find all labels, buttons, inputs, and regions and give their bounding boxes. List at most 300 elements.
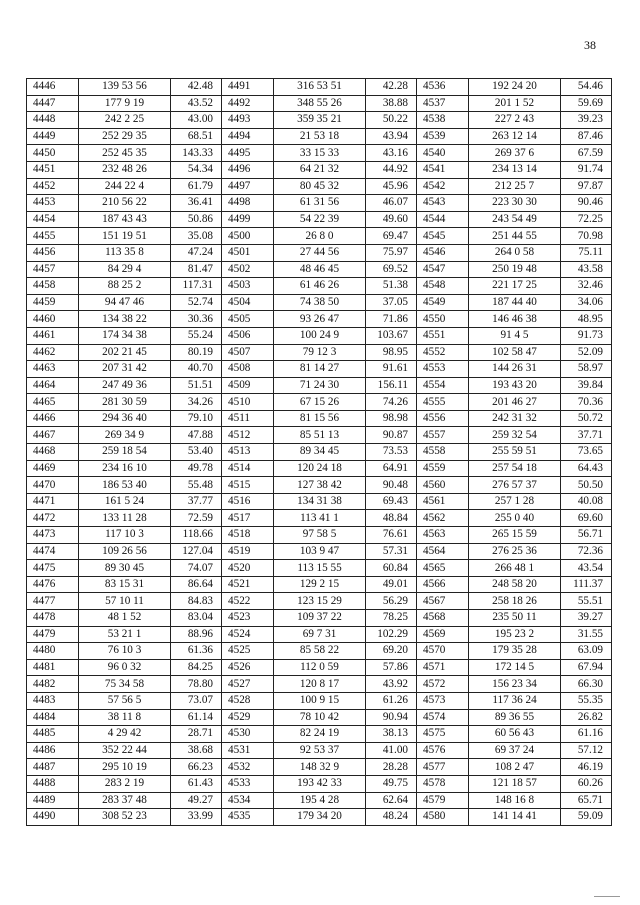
point-id-cell: 4533 bbox=[222, 775, 274, 792]
point-id-cell: 4570 bbox=[417, 643, 469, 660]
direction-angle-cell: 88 25 2 bbox=[79, 278, 171, 295]
direction-angle-cell: 91 4 5 bbox=[469, 327, 561, 344]
direction-angle-cell: 269 37 6 bbox=[469, 145, 561, 162]
direction-angle-cell: 57 10 11 bbox=[79, 593, 171, 610]
direction-angle-cell: 82 24 19 bbox=[274, 726, 366, 743]
point-id-cell: 4453 bbox=[27, 195, 79, 212]
distance-cell: 54.46 bbox=[561, 79, 612, 96]
distance-cell: 97.87 bbox=[561, 178, 612, 195]
distance-cell: 48.24 bbox=[366, 809, 417, 826]
point-id-cell: 4564 bbox=[417, 543, 469, 560]
point-id-cell: 4492 bbox=[222, 95, 274, 112]
distance-cell: 87.46 bbox=[561, 128, 612, 145]
point-id-cell: 4504 bbox=[222, 294, 274, 311]
distance-cell: 39.27 bbox=[561, 610, 612, 627]
table-row bbox=[27, 344, 612, 361]
table-row bbox=[27, 195, 612, 212]
point-id-cell: 4474 bbox=[27, 543, 79, 560]
distance-cell: 34.26 bbox=[171, 394, 222, 411]
distance-cell: 55.51 bbox=[561, 593, 612, 610]
direction-angle-cell: 264 0 58 bbox=[469, 244, 561, 261]
point-id-cell: 4522 bbox=[222, 593, 274, 610]
point-id-cell: 4519 bbox=[222, 543, 274, 560]
distance-cell: 67.59 bbox=[561, 145, 612, 162]
point-id-cell: 4576 bbox=[417, 742, 469, 759]
point-id-cell: 4542 bbox=[417, 178, 469, 195]
direction-angle-cell: 257 54 18 bbox=[469, 460, 561, 477]
direction-angle-cell: 96 0 32 bbox=[79, 659, 171, 676]
table-row bbox=[27, 278, 612, 295]
direction-angle-cell: 117 10 3 bbox=[79, 527, 171, 544]
table-row bbox=[27, 477, 612, 494]
distance-cell: 69.60 bbox=[561, 510, 612, 527]
distance-cell: 60.26 bbox=[561, 775, 612, 792]
distance-cell: 69.20 bbox=[366, 643, 417, 660]
direction-angle-cell: 112 0 59 bbox=[274, 659, 366, 676]
table-row bbox=[27, 294, 612, 311]
point-id-cell: 4530 bbox=[222, 726, 274, 743]
point-id-cell: 4520 bbox=[222, 560, 274, 577]
distance-cell: 65.71 bbox=[561, 792, 612, 809]
distance-cell: 52.09 bbox=[561, 344, 612, 361]
point-id-cell: 4540 bbox=[417, 145, 469, 162]
point-id-cell: 4468 bbox=[27, 444, 79, 461]
direction-angle-cell: 129 2 15 bbox=[274, 576, 366, 593]
point-id-cell: 4515 bbox=[222, 477, 274, 494]
distance-cell: 78.25 bbox=[366, 610, 417, 627]
coordinate-table bbox=[26, 78, 612, 826]
direction-angle-cell: 103 9 47 bbox=[274, 543, 366, 560]
distance-cell: 56.29 bbox=[366, 593, 417, 610]
distance-cell: 70.98 bbox=[561, 228, 612, 245]
distance-cell: 53.40 bbox=[171, 444, 222, 461]
distance-cell: 90.87 bbox=[366, 427, 417, 444]
distance-cell: 64.91 bbox=[366, 460, 417, 477]
table-row bbox=[27, 493, 612, 510]
direction-angle-cell: 255 0 40 bbox=[469, 510, 561, 527]
table-row bbox=[27, 560, 612, 577]
point-id-cell: 4578 bbox=[417, 775, 469, 792]
distance-cell: 55.48 bbox=[171, 477, 222, 494]
point-id-cell: 4509 bbox=[222, 377, 274, 394]
distance-cell: 44.92 bbox=[366, 161, 417, 178]
distance-cell: 28.71 bbox=[171, 726, 222, 743]
direction-angle-cell: 33 15 33 bbox=[274, 145, 366, 162]
distance-cell: 26.82 bbox=[561, 709, 612, 726]
direction-angle-cell: 81 14 27 bbox=[274, 361, 366, 378]
point-id-cell: 4487 bbox=[27, 759, 79, 776]
distance-cell: 73.07 bbox=[171, 692, 222, 709]
distance-cell: 59.09 bbox=[561, 809, 612, 826]
distance-cell: 84.25 bbox=[171, 659, 222, 676]
direction-angle-cell: 234 13 14 bbox=[469, 161, 561, 178]
distance-cell: 48.84 bbox=[366, 510, 417, 527]
direction-angle-cell: 89 34 45 bbox=[274, 444, 366, 461]
direction-angle-cell: 109 26 56 bbox=[79, 543, 171, 560]
direction-angle-cell: 61 31 56 bbox=[274, 195, 366, 212]
direction-angle-cell: 89 30 45 bbox=[79, 560, 171, 577]
point-id-cell: 4475 bbox=[27, 560, 79, 577]
direction-angle-cell: 109 37 22 bbox=[274, 610, 366, 627]
direction-angle-cell: 102 58 47 bbox=[469, 344, 561, 361]
direction-angle-cell: 316 53 51 bbox=[274, 79, 366, 96]
direction-angle-cell: 179 34 20 bbox=[274, 809, 366, 826]
point-id-cell: 4496 bbox=[222, 161, 274, 178]
distance-cell: 38.68 bbox=[171, 742, 222, 759]
direction-angle-cell: 201 1 52 bbox=[469, 95, 561, 112]
direction-angle-cell: 120 8 17 bbox=[274, 676, 366, 693]
point-id-cell: 4550 bbox=[417, 311, 469, 328]
table-row bbox=[27, 527, 612, 544]
distance-cell: 47.88 bbox=[171, 427, 222, 444]
point-id-cell: 4580 bbox=[417, 809, 469, 826]
direction-angle-cell: 259 32 54 bbox=[469, 427, 561, 444]
direction-angle-cell: 21 53 18 bbox=[274, 128, 366, 145]
distance-cell: 57.31 bbox=[366, 543, 417, 560]
direction-angle-cell: 100 9 15 bbox=[274, 692, 366, 709]
point-id-cell: 4489 bbox=[27, 792, 79, 809]
direction-angle-cell: 195 4 28 bbox=[274, 792, 366, 809]
direction-angle-cell: 69 37 24 bbox=[469, 742, 561, 759]
distance-cell: 30.36 bbox=[171, 311, 222, 328]
point-id-cell: 4563 bbox=[417, 527, 469, 544]
direction-angle-cell: 123 15 29 bbox=[274, 593, 366, 610]
direction-angle-cell: 283 2 19 bbox=[79, 775, 171, 792]
distance-cell: 76.61 bbox=[366, 527, 417, 544]
point-id-cell: 4518 bbox=[222, 527, 274, 544]
direction-angle-cell: 227 2 43 bbox=[469, 112, 561, 129]
direction-angle-cell: 250 19 48 bbox=[469, 261, 561, 278]
distance-cell: 75.11 bbox=[561, 244, 612, 261]
point-id-cell: 4521 bbox=[222, 576, 274, 593]
point-id-cell: 4549 bbox=[417, 294, 469, 311]
distance-cell: 57.12 bbox=[561, 742, 612, 759]
table-row bbox=[27, 510, 612, 527]
direction-angle-cell: 276 57 37 bbox=[469, 477, 561, 494]
distance-cell: 156.11 bbox=[366, 377, 417, 394]
point-id-cell: 4545 bbox=[417, 228, 469, 245]
point-id-cell: 4486 bbox=[27, 742, 79, 759]
distance-cell: 48.95 bbox=[561, 311, 612, 328]
point-id-cell: 4571 bbox=[417, 659, 469, 676]
point-id-cell: 4471 bbox=[27, 493, 79, 510]
direction-angle-cell: 134 38 22 bbox=[79, 311, 171, 328]
point-id-cell: 4528 bbox=[222, 692, 274, 709]
table-row bbox=[27, 576, 612, 593]
distance-cell: 91.74 bbox=[561, 161, 612, 178]
table-row bbox=[27, 377, 612, 394]
point-id-cell: 4567 bbox=[417, 593, 469, 610]
point-id-cell: 4459 bbox=[27, 294, 79, 311]
direction-angle-cell: 53 21 1 bbox=[79, 626, 171, 643]
table-row bbox=[27, 410, 612, 427]
point-id-cell: 4482 bbox=[27, 676, 79, 693]
distance-cell: 43.16 bbox=[366, 145, 417, 162]
distance-cell: 91.61 bbox=[366, 361, 417, 378]
distance-cell: 58.97 bbox=[561, 361, 612, 378]
distance-cell: 86.64 bbox=[171, 576, 222, 593]
direction-angle-cell: 97 58 5 bbox=[274, 527, 366, 544]
distance-cell: 72.25 bbox=[561, 211, 612, 228]
point-id-cell: 4508 bbox=[222, 361, 274, 378]
table-row bbox=[27, 311, 612, 328]
distance-cell: 98.95 bbox=[366, 344, 417, 361]
distance-cell: 52.74 bbox=[171, 294, 222, 311]
distance-cell: 50.50 bbox=[561, 477, 612, 494]
direction-angle-cell: 207 31 42 bbox=[79, 361, 171, 378]
direction-angle-cell: 148 32 9 bbox=[274, 759, 366, 776]
distance-cell: 143.33 bbox=[171, 145, 222, 162]
direction-angle-cell: 113 41 1 bbox=[274, 510, 366, 527]
point-id-cell: 4535 bbox=[222, 809, 274, 826]
distance-cell: 43.94 bbox=[366, 128, 417, 145]
direction-angle-cell: 161 5 24 bbox=[79, 493, 171, 510]
point-id-cell: 4472 bbox=[27, 510, 79, 527]
point-id-cell: 4568 bbox=[417, 610, 469, 627]
point-id-cell: 4575 bbox=[417, 726, 469, 743]
direction-angle-cell: 84 29 4 bbox=[79, 261, 171, 278]
direction-angle-cell: 221 17 25 bbox=[469, 278, 561, 295]
distance-cell: 102.29 bbox=[366, 626, 417, 643]
point-id-cell: 4532 bbox=[222, 759, 274, 776]
direction-angle-cell: 257 1 28 bbox=[469, 493, 561, 510]
direction-angle-cell: 93 26 47 bbox=[274, 311, 366, 328]
direction-angle-cell: 234 16 10 bbox=[79, 460, 171, 477]
distance-cell: 42.28 bbox=[366, 79, 417, 96]
point-id-cell: 4464 bbox=[27, 377, 79, 394]
distance-cell: 84.83 bbox=[171, 593, 222, 610]
direction-angle-cell: 120 24 18 bbox=[274, 460, 366, 477]
point-id-cell: 4456 bbox=[27, 244, 79, 261]
table-row bbox=[27, 643, 612, 660]
point-id-cell: 4479 bbox=[27, 626, 79, 643]
distance-cell: 64.43 bbox=[561, 460, 612, 477]
point-id-cell: 4523 bbox=[222, 610, 274, 627]
direction-angle-cell: 283 37 48 bbox=[79, 792, 171, 809]
distance-cell: 67.94 bbox=[561, 659, 612, 676]
footer-rule bbox=[594, 896, 620, 897]
distance-cell: 43.54 bbox=[561, 560, 612, 577]
direction-angle-cell: 359 35 21 bbox=[274, 112, 366, 129]
direction-angle-cell: 92 53 37 bbox=[274, 742, 366, 759]
distance-cell: 54.34 bbox=[171, 161, 222, 178]
distance-cell: 127.04 bbox=[171, 543, 222, 560]
distance-cell: 72.59 bbox=[171, 510, 222, 527]
table-row bbox=[27, 742, 612, 759]
point-id-cell: 4488 bbox=[27, 775, 79, 792]
point-id-cell: 4531 bbox=[222, 742, 274, 759]
point-id-cell: 4481 bbox=[27, 659, 79, 676]
direction-angle-cell: 144 26 31 bbox=[469, 361, 561, 378]
direction-angle-cell: 247 49 36 bbox=[79, 377, 171, 394]
direction-angle-cell: 141 14 41 bbox=[469, 809, 561, 826]
table-row bbox=[27, 327, 612, 344]
direction-angle-cell: 232 48 26 bbox=[79, 161, 171, 178]
point-id-cell: 4484 bbox=[27, 709, 79, 726]
direction-angle-cell: 139 53 56 bbox=[79, 79, 171, 96]
point-id-cell: 4491 bbox=[222, 79, 274, 96]
point-id-cell: 4547 bbox=[417, 261, 469, 278]
distance-cell: 75.97 bbox=[366, 244, 417, 261]
distance-cell: 39.84 bbox=[561, 377, 612, 394]
direction-angle-cell: 156 23 34 bbox=[469, 676, 561, 693]
distance-cell: 49.01 bbox=[366, 576, 417, 593]
direction-angle-cell: 352 22 44 bbox=[79, 742, 171, 759]
point-id-cell: 4495 bbox=[222, 145, 274, 162]
table-row bbox=[27, 726, 612, 743]
point-id-cell: 4463 bbox=[27, 361, 79, 378]
point-id-cell: 4502 bbox=[222, 261, 274, 278]
direction-angle-cell: 94 47 46 bbox=[79, 294, 171, 311]
point-id-cell: 4541 bbox=[417, 161, 469, 178]
distance-cell: 62.64 bbox=[366, 792, 417, 809]
distance-cell: 37.71 bbox=[561, 427, 612, 444]
point-id-cell: 4512 bbox=[222, 427, 274, 444]
point-id-cell: 4477 bbox=[27, 593, 79, 610]
direction-angle-cell: 74 38 50 bbox=[274, 294, 366, 311]
distance-cell: 43.92 bbox=[366, 676, 417, 693]
table-row bbox=[27, 145, 612, 162]
distance-cell: 37.05 bbox=[366, 294, 417, 311]
direction-angle-cell: 210 56 22 bbox=[79, 195, 171, 212]
point-id-cell: 4467 bbox=[27, 427, 79, 444]
direction-angle-cell: 212 25 7 bbox=[469, 178, 561, 195]
point-id-cell: 4451 bbox=[27, 161, 79, 178]
point-id-cell: 4529 bbox=[222, 709, 274, 726]
direction-angle-cell: 89 36 55 bbox=[469, 709, 561, 726]
point-id-cell: 4525 bbox=[222, 643, 274, 660]
distance-cell: 40.08 bbox=[561, 493, 612, 510]
direction-angle-cell: 61 46 26 bbox=[274, 278, 366, 295]
distance-cell: 118.66 bbox=[171, 527, 222, 544]
distance-cell: 43.58 bbox=[561, 261, 612, 278]
distance-cell: 50.22 bbox=[366, 112, 417, 129]
point-id-cell: 4483 bbox=[27, 692, 79, 709]
distance-cell: 61.26 bbox=[366, 692, 417, 709]
table-row bbox=[27, 228, 612, 245]
direction-angle-cell: 192 24 20 bbox=[469, 79, 561, 96]
direction-angle-cell: 202 21 45 bbox=[79, 344, 171, 361]
distance-cell: 57.86 bbox=[366, 659, 417, 676]
point-id-cell: 4558 bbox=[417, 444, 469, 461]
distance-cell: 41.00 bbox=[366, 742, 417, 759]
distance-cell: 61.14 bbox=[171, 709, 222, 726]
distance-cell: 72.36 bbox=[561, 543, 612, 560]
distance-cell: 39.23 bbox=[561, 112, 612, 129]
distance-cell: 50.86 bbox=[171, 211, 222, 228]
point-id-cell: 4527 bbox=[222, 676, 274, 693]
distance-cell: 36.41 bbox=[171, 195, 222, 212]
point-id-cell: 4513 bbox=[222, 444, 274, 461]
distance-cell: 66.23 bbox=[171, 759, 222, 776]
direction-angle-cell: 223 30 30 bbox=[469, 195, 561, 212]
direction-angle-cell: 108 2 47 bbox=[469, 759, 561, 776]
point-id-cell: 4514 bbox=[222, 460, 274, 477]
distance-cell: 55.24 bbox=[171, 327, 222, 344]
table-row bbox=[27, 610, 612, 627]
distance-cell: 38.13 bbox=[366, 726, 417, 743]
table-row bbox=[27, 79, 612, 96]
distance-cell: 66.30 bbox=[561, 676, 612, 693]
direction-angle-cell: 244 22 4 bbox=[79, 178, 171, 195]
table-row bbox=[27, 444, 612, 461]
direction-angle-cell: 276 25 36 bbox=[469, 543, 561, 560]
direction-angle-cell: 172 14 5 bbox=[469, 659, 561, 676]
point-id-cell: 4543 bbox=[417, 195, 469, 212]
point-id-cell: 4554 bbox=[417, 377, 469, 394]
direction-angle-cell: 60 56 43 bbox=[469, 726, 561, 743]
direction-angle-cell: 281 30 59 bbox=[79, 394, 171, 411]
table-row bbox=[27, 161, 612, 178]
point-id-cell: 4517 bbox=[222, 510, 274, 527]
direction-angle-cell: 187 44 40 bbox=[469, 294, 561, 311]
direction-angle-cell: 83 15 31 bbox=[79, 576, 171, 593]
direction-angle-cell: 4 29 42 bbox=[79, 726, 171, 743]
point-id-cell: 4560 bbox=[417, 477, 469, 494]
direction-angle-cell: 100 24 9 bbox=[274, 327, 366, 344]
distance-cell: 35.08 bbox=[171, 228, 222, 245]
point-id-cell: 4507 bbox=[222, 344, 274, 361]
table-row bbox=[27, 543, 612, 560]
point-id-cell: 4465 bbox=[27, 394, 79, 411]
direction-angle-cell: 69 7 31 bbox=[274, 626, 366, 643]
direction-angle-cell: 64 21 32 bbox=[274, 161, 366, 178]
point-id-cell: 4469 bbox=[27, 460, 79, 477]
point-id-cell: 4457 bbox=[27, 261, 79, 278]
point-id-cell: 4506 bbox=[222, 327, 274, 344]
direction-angle-cell: 27 44 56 bbox=[274, 244, 366, 261]
distance-cell: 111.37 bbox=[561, 576, 612, 593]
point-id-cell: 4493 bbox=[222, 112, 274, 129]
table-row bbox=[27, 460, 612, 477]
direction-angle-cell: 113 15 55 bbox=[274, 560, 366, 577]
distance-cell: 31.55 bbox=[561, 626, 612, 643]
distance-cell: 46.07 bbox=[366, 195, 417, 212]
direction-angle-cell: 177 9 19 bbox=[79, 95, 171, 112]
point-id-cell: 4552 bbox=[417, 344, 469, 361]
distance-cell: 28.28 bbox=[366, 759, 417, 776]
point-id-cell: 4516 bbox=[222, 493, 274, 510]
distance-cell: 74.26 bbox=[366, 394, 417, 411]
direction-angle-cell: 242 2 25 bbox=[79, 112, 171, 129]
point-id-cell: 4470 bbox=[27, 477, 79, 494]
distance-cell: 55.35 bbox=[561, 692, 612, 709]
direction-angle-cell: 266 48 1 bbox=[469, 560, 561, 577]
distance-cell: 61.16 bbox=[561, 726, 612, 743]
direction-angle-cell: 81 15 56 bbox=[274, 410, 366, 427]
point-id-cell: 4500 bbox=[222, 228, 274, 245]
table-row bbox=[27, 809, 612, 826]
direction-angle-cell: 113 35 8 bbox=[79, 244, 171, 261]
direction-angle-cell: 252 45 35 bbox=[79, 145, 171, 162]
direction-angle-cell: 85 58 22 bbox=[274, 643, 366, 660]
point-id-cell: 4476 bbox=[27, 576, 79, 593]
distance-cell: 78.80 bbox=[171, 676, 222, 693]
distance-cell: 74.07 bbox=[171, 560, 222, 577]
table-row bbox=[27, 659, 612, 676]
distance-cell: 90.94 bbox=[366, 709, 417, 726]
table-row bbox=[27, 112, 612, 129]
point-id-cell: 4574 bbox=[417, 709, 469, 726]
direction-angle-cell: 242 31 32 bbox=[469, 410, 561, 427]
point-id-cell: 4449 bbox=[27, 128, 79, 145]
table-row bbox=[27, 394, 612, 411]
point-id-cell: 4499 bbox=[222, 211, 274, 228]
point-id-cell: 4458 bbox=[27, 278, 79, 295]
direction-angle-cell: 263 12 14 bbox=[469, 128, 561, 145]
direction-angle-cell: 26 8 0 bbox=[274, 228, 366, 245]
direction-angle-cell: 151 19 51 bbox=[79, 228, 171, 245]
